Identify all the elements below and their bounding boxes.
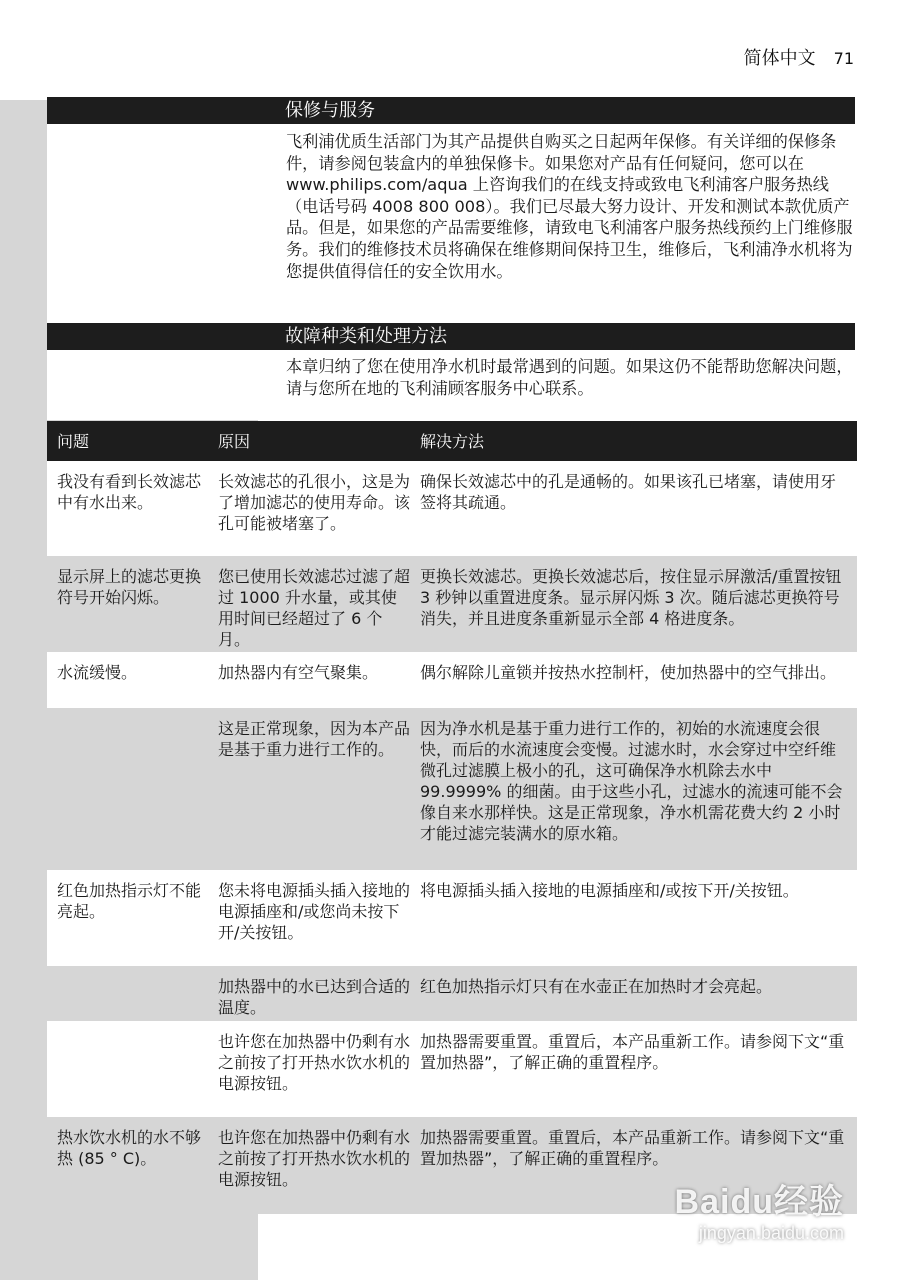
section-body-warranty: 飞利浦优质生活部门为其产品提供自购买之日起两年保修。有关详细的保修条件，请参阅包装盒内的单独保修卡。如果您对产品有任何疑问，您可以在 www.philips.com/aqua 上咨询我们的在线支持或致电飞利浦客户服务热线（电话号码 4008 800 008）。我们已尽最大努力设计、开发和测试本款优质产品。但是，如果您的产品需要维修，请致电飞利浦客户服务热线预约上门维修服务。我们的维修技术员将确保在维修期间保持卫生，维修后，飞利浦净水机将为您提供值得信任的安全饮用水。 (286, 131, 858, 282)
table-row (47, 652, 857, 708)
header-language: 简体中文 (743, 48, 816, 69)
cell-cause: 加热器中的水已达到合适的温度。 (218, 977, 411, 1017)
cell-cause: 您已使用长效滤芯过滤了超过 1000 升水量，或其使用时间已经超过了 6 个月。 (218, 567, 411, 649)
cell-cause: 也许您在加热器中仍剩有水之前按了打开热水饮水机的电源按钮。 (218, 1032, 411, 1093)
cell-cause: 加热器内有空气聚集。 (218, 663, 379, 682)
left-white-column (47, 100, 258, 420)
cell-solution: 将电源插头插入接地的电源插座和/或按下开/关按钮。 (420, 881, 799, 900)
table-row (47, 1021, 857, 1117)
watermark-url: jingyan.baidu.com (698, 1223, 844, 1243)
cell-problem: 显示屏上的滤芯更换符号开始闪烁。 (57, 567, 202, 607)
header-problem: 问题 (57, 431, 90, 451)
cell-solution: 加热器需要重置。重置后，本产品重新工作。请参阅下文“重置加热器”，了解正确的重置程序。 (420, 1128, 845, 1168)
section-title-warranty: 保修与服务 (47, 97, 855, 124)
cell-solution: 红色加热指示灯只有在水壶正在加热时才会亮起。 (420, 977, 773, 996)
cell-problem: 水流缓慢。 (57, 663, 138, 682)
cell-cause: 也许您在加热器中仍剩有水之前按了打开热水饮水机的电源按钮。 (218, 1128, 411, 1189)
page-number: 71 (833, 49, 854, 68)
cell-solution: 偶尔解除儿童锁并按热水控制杆，使加热器中的空气排出。 (420, 663, 837, 682)
table-row (47, 461, 857, 556)
table-row (47, 556, 857, 652)
table-header-row (47, 421, 857, 461)
cell-problem: 我没有看到长效滤芯中有水出来。 (57, 472, 202, 512)
table-row (47, 708, 857, 870)
page-header (744, 44, 854, 70)
table-row (47, 870, 857, 966)
cell-problem: 热水饮水机的水不够热 (85 ° C)。 (57, 1128, 202, 1168)
cell-problem (47, 708, 210, 870)
section-title-troubleshooting: 故障种类和处理方法 (47, 323, 855, 350)
table-row (47, 966, 857, 1021)
header-cause: 原因 (218, 431, 251, 451)
cell-cause: 您未将电源插头插入接地的电源插座和/或您尚未按下开/关按钮。 (218, 881, 411, 942)
cell-solution: 因为净水机是基于重力进行工作的，初始的水流速度会很快，而后的水流速度会变慢。过滤水时，水会穿过中空纤维微孔过滤膜上极小的孔，这可确保净水机除去水中 99.9999% 的细菌。由于这些小孔，过滤水的流速可能不会像自来水那样快。这是正常现象，净水机需花费大约 2 小时才能过滤完装满水的原水箱。 (420, 719, 843, 843)
cell-cause: 这是正常现象，因为本产品是基于重力进行工作的。 (218, 719, 411, 759)
cell-solution: 确保长效滤芯中的孔是通畅的。如果该孔已堵塞，请使用牙签将其疏通。 (420, 472, 837, 512)
watermark-logo: Baidu经验 (674, 1183, 844, 1221)
cell-problem (47, 966, 210, 1021)
section-body-troubleshooting: 本章归纳了您在使用净水机时最常遇到的问题。如果这仍不能帮助您解决问题，请与您所在地的飞利浦顾客服务中心联系。 (286, 356, 858, 399)
baidu-watermark (675, 1174, 844, 1244)
cell-problem: 红色加热指示灯不能亮起。 (57, 881, 202, 921)
cell-solution: 加热器需要重置。重置后，本产品重新工作。请参阅下文“重置加热器”，了解正确的重置程序。 (420, 1032, 845, 1072)
cell-solution: 更换长效滤芯。更换长效滤芯后，按住显示屏激活/重置按钮 3 秒钟以重置进度条。显示屏闪烁 3 次。随后滤芯更换符号消失，并且进度条重新显示全部 4 格进度条。 (420, 567, 842, 628)
troubleshooting-table (47, 421, 857, 1214)
cell-problem (47, 1021, 210, 1117)
header-solution: 解决方法 (420, 431, 485, 451)
cell-cause: 长效滤芯的孔很小，这是为了增加滤芯的使用寿命。该孔可能被堵塞了。 (218, 472, 411, 533)
